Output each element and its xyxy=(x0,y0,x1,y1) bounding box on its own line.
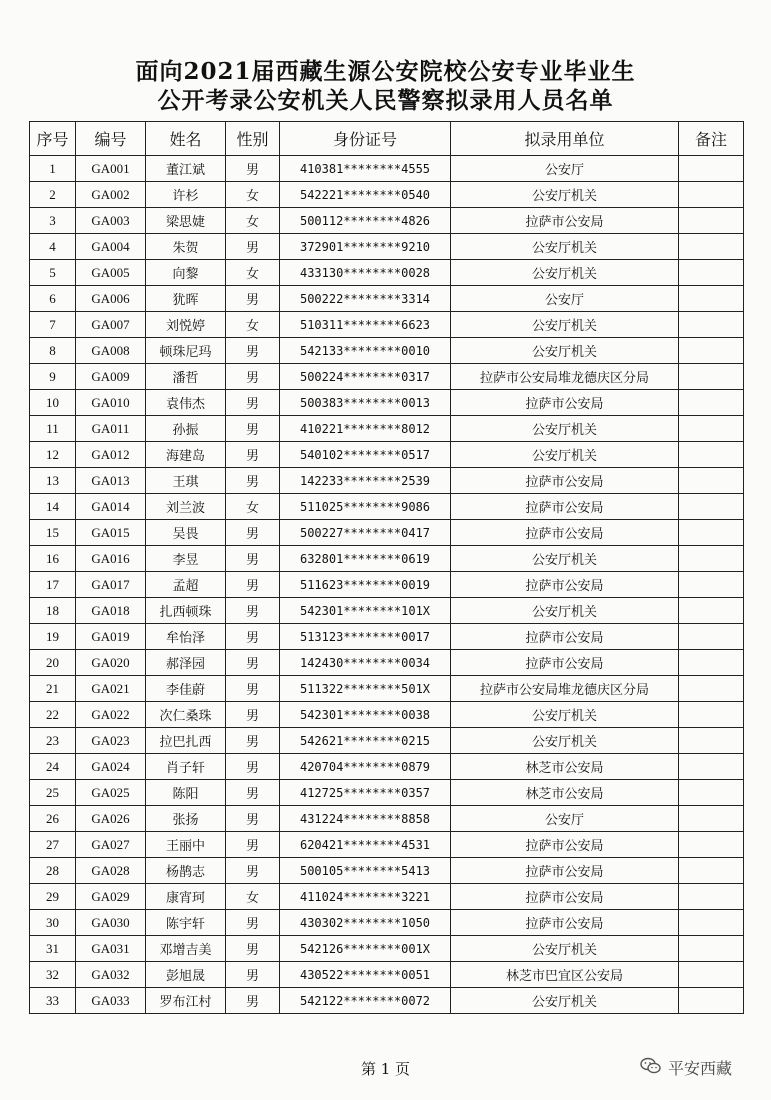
cell-code: GA018 xyxy=(76,598,146,624)
cell-name: 杨鹊志 xyxy=(146,858,226,884)
cell-gender: 男 xyxy=(226,650,280,676)
cell-code: GA002 xyxy=(76,182,146,208)
cell-unit: 拉萨市公安局 xyxy=(451,910,679,936)
cell-code: GA022 xyxy=(76,702,146,728)
cell-code: GA006 xyxy=(76,286,146,312)
table-row xyxy=(30,988,744,1014)
cell-code: GA007 xyxy=(76,312,146,338)
cell-serial: 20 xyxy=(30,650,76,676)
table-row xyxy=(30,624,744,650)
cell-code: GA016 xyxy=(76,546,146,572)
cell-code: GA025 xyxy=(76,780,146,806)
cell-id-number: 411024********3221 xyxy=(280,884,451,910)
cell-remarks xyxy=(679,858,744,884)
cell-serial: 5 xyxy=(30,260,76,286)
cell-name: 王琪 xyxy=(146,468,226,494)
table-row xyxy=(30,338,744,364)
cell-gender: 女 xyxy=(226,208,280,234)
cell-code: GA020 xyxy=(76,650,146,676)
cell-unit: 公安厅机关 xyxy=(451,936,679,962)
cell-serial: 19 xyxy=(30,624,76,650)
cell-serial: 7 xyxy=(30,312,76,338)
cell-unit: 公安厅机关 xyxy=(451,598,679,624)
table-row xyxy=(30,182,744,208)
cell-code: GA024 xyxy=(76,754,146,780)
cell-gender: 男 xyxy=(226,572,280,598)
cell-name: 刘悦婷 xyxy=(146,312,226,338)
cell-gender: 男 xyxy=(226,702,280,728)
cell-gender: 男 xyxy=(226,416,280,442)
table-row xyxy=(30,858,744,884)
table-row xyxy=(30,520,744,546)
cell-id-number: 542301********101X xyxy=(280,598,451,624)
cell-id-number: 540102********0517 xyxy=(280,442,451,468)
cell-gender: 男 xyxy=(226,676,280,702)
table-row xyxy=(30,962,744,988)
cell-code: GA001 xyxy=(76,156,146,182)
cell-unit: 公安厅机关 xyxy=(451,702,679,728)
cell-gender: 男 xyxy=(226,832,280,858)
watermark xyxy=(640,1056,732,1079)
cell-gender: 男 xyxy=(226,754,280,780)
cell-gender: 女 xyxy=(226,182,280,208)
cell-code: GA014 xyxy=(76,494,146,520)
cell-gender: 男 xyxy=(226,858,280,884)
cell-name: 郝泽园 xyxy=(146,650,226,676)
cell-serial: 10 xyxy=(30,390,76,416)
table-row xyxy=(30,416,744,442)
cell-name: 袁伟杰 xyxy=(146,390,226,416)
cell-remarks xyxy=(679,572,744,598)
cell-code: GA005 xyxy=(76,260,146,286)
table-row xyxy=(30,546,744,572)
cell-name: 李佳蔚 xyxy=(146,676,226,702)
cell-unit: 林芝市公安局 xyxy=(451,754,679,780)
cell-unit: 拉萨市公安局 xyxy=(451,858,679,884)
cell-name: 孟超 xyxy=(146,572,226,598)
table-row xyxy=(30,156,744,182)
header-id-number: 身份证号 xyxy=(280,122,451,156)
watermark-text: 平安西藏 xyxy=(668,1059,733,1078)
cell-unit: 拉萨市公安局 xyxy=(451,884,679,910)
cell-gender: 女 xyxy=(226,260,280,286)
cell-name: 李昱 xyxy=(146,546,226,572)
cell-code: GA011 xyxy=(76,416,146,442)
cell-unit: 拉萨市公安局堆龙德庆区分局 xyxy=(451,364,679,390)
table-row xyxy=(30,676,744,702)
table-row xyxy=(30,312,744,338)
cell-gender: 女 xyxy=(226,312,280,338)
cell-id-number: 430302********1050 xyxy=(280,910,451,936)
cell-gender: 男 xyxy=(226,780,280,806)
cell-gender: 男 xyxy=(226,910,280,936)
cell-gender: 女 xyxy=(226,494,280,520)
cell-code: GA028 xyxy=(76,858,146,884)
table-row xyxy=(30,390,744,416)
cell-id-number: 510311********6623 xyxy=(280,312,451,338)
cell-remarks xyxy=(679,468,744,494)
cell-id-number: 372901********9210 xyxy=(280,234,451,260)
cell-unit: 公安厅机关 xyxy=(451,234,679,260)
cell-serial: 25 xyxy=(30,780,76,806)
cell-name: 吴畏 xyxy=(146,520,226,546)
table-row xyxy=(30,442,744,468)
cell-serial: 26 xyxy=(30,806,76,832)
cell-id-number: 500222********3314 xyxy=(280,286,451,312)
cell-remarks xyxy=(679,312,744,338)
cell-unit: 公安厅机关 xyxy=(451,416,679,442)
cell-remarks xyxy=(679,390,744,416)
cell-serial: 17 xyxy=(30,572,76,598)
cell-name: 牟怡泽 xyxy=(146,624,226,650)
header-code: 编号 xyxy=(76,122,146,156)
cell-name: 许杉 xyxy=(146,182,226,208)
cell-serial: 1 xyxy=(30,156,76,182)
cell-id-number: 620421********4531 xyxy=(280,832,451,858)
cell-unit: 公安厅机关 xyxy=(451,728,679,754)
cell-code: GA032 xyxy=(76,962,146,988)
cell-serial: 33 xyxy=(30,988,76,1014)
cell-gender: 男 xyxy=(226,624,280,650)
cell-remarks xyxy=(679,884,744,910)
cell-id-number: 412725********0357 xyxy=(280,780,451,806)
cell-unit: 拉萨市公安局 xyxy=(451,650,679,676)
header-remarks: 备注 xyxy=(679,122,744,156)
cell-remarks xyxy=(679,494,744,520)
cell-unit: 公安厅机关 xyxy=(451,312,679,338)
cell-id-number: 142430********0034 xyxy=(280,650,451,676)
cell-name: 海建岛 xyxy=(146,442,226,468)
cell-unit: 公安厅机关 xyxy=(451,260,679,286)
table-row xyxy=(30,780,744,806)
cell-id-number: 500383********0013 xyxy=(280,390,451,416)
cell-serial: 8 xyxy=(30,338,76,364)
cell-gender: 男 xyxy=(226,988,280,1014)
cell-id-number: 513123********0017 xyxy=(280,624,451,650)
cell-code: GA019 xyxy=(76,624,146,650)
cell-serial: 14 xyxy=(30,494,76,520)
cell-remarks xyxy=(679,624,744,650)
cell-gender: 女 xyxy=(226,884,280,910)
table-row xyxy=(30,754,744,780)
cell-name: 王丽中 xyxy=(146,832,226,858)
cell-serial: 22 xyxy=(30,702,76,728)
cell-serial: 29 xyxy=(30,884,76,910)
cell-remarks xyxy=(679,806,744,832)
cell-name: 朱贺 xyxy=(146,234,226,260)
table-row xyxy=(30,806,744,832)
cell-gender: 男 xyxy=(226,338,280,364)
cell-id-number: 542133********0010 xyxy=(280,338,451,364)
cell-id-number: 142233********2539 xyxy=(280,468,451,494)
cell-serial: 11 xyxy=(30,416,76,442)
cell-name: 次仁桑珠 xyxy=(146,702,226,728)
cell-name: 董江斌 xyxy=(146,156,226,182)
cell-serial: 6 xyxy=(30,286,76,312)
cell-code: GA033 xyxy=(76,988,146,1014)
cell-unit: 拉萨市公安局 xyxy=(451,520,679,546)
cell-code: GA008 xyxy=(76,338,146,364)
cell-remarks xyxy=(679,702,744,728)
cell-id-number: 632801********0619 xyxy=(280,546,451,572)
cell-gender: 男 xyxy=(226,728,280,754)
cell-name: 梁思婕 xyxy=(146,208,226,234)
cell-name: 向黎 xyxy=(146,260,226,286)
cell-gender: 男 xyxy=(226,364,280,390)
table-row xyxy=(30,832,744,858)
cell-unit: 拉萨市公安局 xyxy=(451,572,679,598)
cell-serial: 31 xyxy=(30,936,76,962)
table-row xyxy=(30,260,744,286)
cell-serial: 15 xyxy=(30,520,76,546)
cell-id-number: 500112********4826 xyxy=(280,208,451,234)
table-row xyxy=(30,572,744,598)
cell-remarks xyxy=(679,156,744,182)
cell-remarks xyxy=(679,546,744,572)
cell-name: 彭旭晟 xyxy=(146,962,226,988)
cell-remarks xyxy=(679,728,744,754)
cell-unit: 公安厅 xyxy=(451,286,679,312)
cell-id-number: 542221********0540 xyxy=(280,182,451,208)
cell-id-number: 500224********0317 xyxy=(280,364,451,390)
cell-remarks xyxy=(679,754,744,780)
header-unit: 拟录用单位 xyxy=(451,122,679,156)
page-number: 第 1 页 xyxy=(360,1060,411,1078)
cell-code: GA015 xyxy=(76,520,146,546)
cell-serial: 12 xyxy=(30,442,76,468)
cell-unit: 拉萨市公安局 xyxy=(451,390,679,416)
header-serial: 序号 xyxy=(30,122,76,156)
cell-remarks xyxy=(679,676,744,702)
cell-serial: 27 xyxy=(30,832,76,858)
cell-gender: 男 xyxy=(226,806,280,832)
table-header-row xyxy=(30,122,744,156)
wechat-icon xyxy=(640,1057,662,1079)
cell-unit: 拉萨市公安局 xyxy=(451,468,679,494)
cell-id-number: 500105********5413 xyxy=(280,858,451,884)
cell-remarks xyxy=(679,780,744,806)
cell-remarks xyxy=(679,234,744,260)
admission-list-table xyxy=(29,121,744,1014)
cell-remarks xyxy=(679,962,744,988)
cell-name: 拉巴扎西 xyxy=(146,728,226,754)
table-row xyxy=(30,910,744,936)
table-row xyxy=(30,494,744,520)
cell-id-number: 542301********0038 xyxy=(280,702,451,728)
cell-serial: 24 xyxy=(30,754,76,780)
cell-unit: 拉萨市公安局 xyxy=(451,494,679,520)
table-row xyxy=(30,598,744,624)
cell-id-number: 420704********0879 xyxy=(280,754,451,780)
cell-unit: 林芝市巴宜区公安局 xyxy=(451,962,679,988)
table-row xyxy=(30,936,744,962)
table-row xyxy=(30,286,744,312)
cell-gender: 男 xyxy=(226,468,280,494)
cell-remarks xyxy=(679,364,744,390)
cell-id-number: 511623********0019 xyxy=(280,572,451,598)
cell-serial: 21 xyxy=(30,676,76,702)
cell-code: GA013 xyxy=(76,468,146,494)
table-row xyxy=(30,364,744,390)
cell-serial: 13 xyxy=(30,468,76,494)
cell-unit: 公安厅 xyxy=(451,156,679,182)
table-row xyxy=(30,650,744,676)
cell-id-number: 431224********8858 xyxy=(280,806,451,832)
cell-id-number: 511025********9086 xyxy=(280,494,451,520)
cell-gender: 男 xyxy=(226,520,280,546)
cell-code: GA029 xyxy=(76,884,146,910)
cell-serial: 18 xyxy=(30,598,76,624)
cell-gender: 男 xyxy=(226,546,280,572)
cell-name: 康宵珂 xyxy=(146,884,226,910)
cell-gender: 男 xyxy=(226,442,280,468)
cell-remarks xyxy=(679,338,744,364)
cell-name: 顿珠尼玛 xyxy=(146,338,226,364)
cell-gender: 男 xyxy=(226,936,280,962)
cell-gender: 男 xyxy=(226,234,280,260)
cell-remarks xyxy=(679,650,744,676)
cell-unit: 公安厅机关 xyxy=(451,988,679,1014)
cell-id-number: 542126********001X xyxy=(280,936,451,962)
cell-code: GA010 xyxy=(76,390,146,416)
table-body xyxy=(30,156,744,1014)
cell-serial: 32 xyxy=(30,962,76,988)
header-gender: 性别 xyxy=(226,122,280,156)
cell-serial: 28 xyxy=(30,858,76,884)
table-row xyxy=(30,234,744,260)
cell-name: 潘哲 xyxy=(146,364,226,390)
cell-id-number: 500227********0417 xyxy=(280,520,451,546)
cell-code: GA009 xyxy=(76,364,146,390)
cell-code: GA026 xyxy=(76,806,146,832)
cell-name: 罗布江村 xyxy=(146,988,226,1014)
cell-code: GA012 xyxy=(76,442,146,468)
cell-gender: 男 xyxy=(226,390,280,416)
cell-unit: 公安厅机关 xyxy=(451,546,679,572)
cell-gender: 男 xyxy=(226,156,280,182)
cell-code: GA004 xyxy=(76,234,146,260)
cell-name: 肖子轩 xyxy=(146,754,226,780)
cell-remarks xyxy=(679,182,744,208)
cell-id-number: 430522********0051 xyxy=(280,962,451,988)
cell-gender: 男 xyxy=(226,598,280,624)
cell-unit: 拉萨市公安局 xyxy=(451,832,679,858)
cell-id-number: 511322********501X xyxy=(280,676,451,702)
cell-remarks xyxy=(679,598,744,624)
cell-remarks xyxy=(679,520,744,546)
cell-name: 张扬 xyxy=(146,806,226,832)
cell-name: 孙振 xyxy=(146,416,226,442)
table-row xyxy=(30,728,744,754)
cell-serial: 30 xyxy=(30,910,76,936)
table-row xyxy=(30,702,744,728)
document-title-line-2: 公开考录公安机关人民警察拟录用人员名单 xyxy=(157,87,614,114)
cell-serial: 4 xyxy=(30,234,76,260)
table-row xyxy=(30,468,744,494)
cell-id-number: 542122********0072 xyxy=(280,988,451,1014)
cell-serial: 23 xyxy=(30,728,76,754)
cell-name: 邓增吉美 xyxy=(146,936,226,962)
cell-unit: 公安厅机关 xyxy=(451,182,679,208)
cell-name: 扎西顿珠 xyxy=(146,598,226,624)
cell-unit: 公安厅机关 xyxy=(451,442,679,468)
cell-remarks xyxy=(679,988,744,1014)
cell-serial: 3 xyxy=(30,208,76,234)
cell-id-number: 410381********4555 xyxy=(280,156,451,182)
cell-remarks xyxy=(679,442,744,468)
cell-serial: 2 xyxy=(30,182,76,208)
cell-serial: 9 xyxy=(30,364,76,390)
header-name: 姓名 xyxy=(146,122,226,156)
cell-remarks xyxy=(679,260,744,286)
cell-id-number: 410221********8012 xyxy=(280,416,451,442)
cell-remarks xyxy=(679,936,744,962)
cell-id-number: 433130********0028 xyxy=(280,260,451,286)
cell-remarks xyxy=(679,910,744,936)
cell-unit: 林芝市公安局 xyxy=(451,780,679,806)
table-row xyxy=(30,884,744,910)
cell-gender: 男 xyxy=(226,286,280,312)
cell-remarks xyxy=(679,286,744,312)
cell-name: 陈宇轩 xyxy=(146,910,226,936)
cell-unit: 公安厅机关 xyxy=(451,338,679,364)
cell-gender: 男 xyxy=(226,962,280,988)
cell-unit: 拉萨市公安局 xyxy=(451,624,679,650)
table-row xyxy=(30,208,744,234)
cell-code: GA027 xyxy=(76,832,146,858)
cell-code: GA021 xyxy=(76,676,146,702)
cell-remarks xyxy=(679,416,744,442)
cell-name: 犹晖 xyxy=(146,286,226,312)
document-title-line-1: 面向2021届西藏生源公安院校公安专业毕业生 xyxy=(135,58,636,85)
cell-remarks xyxy=(679,208,744,234)
cell-unit: 拉萨市公安局 xyxy=(451,208,679,234)
cell-serial: 16 xyxy=(30,546,76,572)
cell-code: GA003 xyxy=(76,208,146,234)
cell-code: GA017 xyxy=(76,572,146,598)
cell-id-number: 542621********0215 xyxy=(280,728,451,754)
cell-code: GA023 xyxy=(76,728,146,754)
cell-name: 陈阳 xyxy=(146,780,226,806)
cell-remarks xyxy=(679,832,744,858)
cell-unit: 拉萨市公安局堆龙德庆区分局 xyxy=(451,676,679,702)
cell-code: GA030 xyxy=(76,910,146,936)
cell-name: 刘兰波 xyxy=(146,494,226,520)
cell-unit: 公安厅 xyxy=(451,806,679,832)
cell-code: GA031 xyxy=(76,936,146,962)
